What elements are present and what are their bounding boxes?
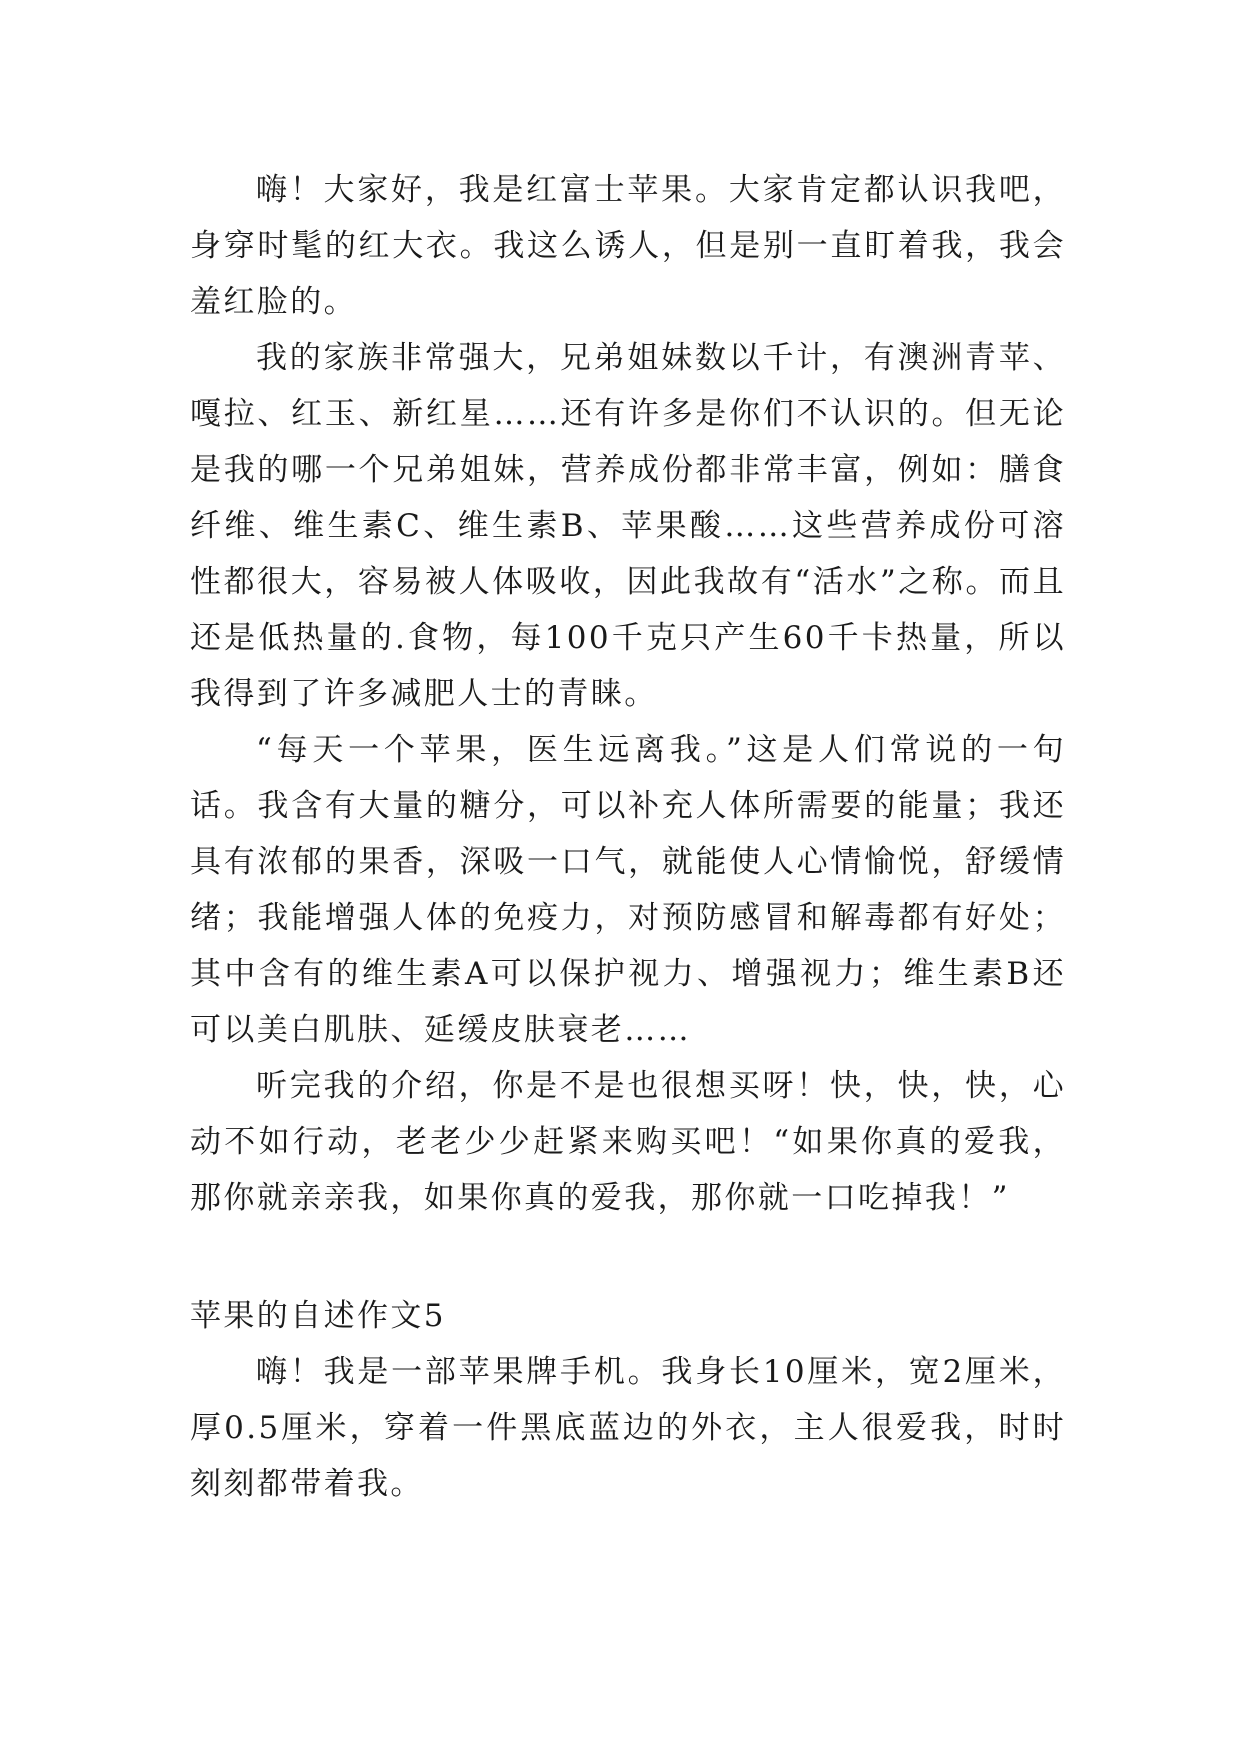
paragraph-conclusion: 听完我的介绍，你是不是也很想买呀！快，快，快，心动不如行动，老老少少赶紧来购买吧！“如果你真的爱我，那你就亲亲我，如果你真的爱我，那你就一口吃掉我！” [190,1068,1066,1216]
paragraph-family: 我的家族非常强大，兄弟姐妹数以千计，有澳洲青苹、嘎拉、红玉、新红星……还有许多是你们不认识的。但无论是我的哪一个兄弟姐妹，营养成份都非常丰富，例如：膳食纤维、维生素C、维生素B、苹果酸……这些营养成份可溶性都很大，容易被人体吸收，因此我故有“活水”之称。而且还是低热量的.食物，每100千克只产生60千卡热量，所以我得到了许多减肥人士的青睐。 [190,340,1066,712]
paragraph-benefits: “每天一个苹果，医生远离我。”这是人们常说的一句话。我含有大量的糖分，可以补充人体所需要的能量；我还具有浓郁的果香，深吸一口气，就能使人心情愉悦，舒缓情绪；我能增强人体的免疫力，对预防感冒和解毒都有好处；其中含有的维生素A可以保护视力、增强视力；维生素B还可以美白肌肤、延缓皮肤衰老…… [190,732,1066,1048]
paragraph-phone-intro: 嗨！我是一部苹果牌手机。我身长10厘米，宽2厘米，厚0.5厘米，穿着一件黑底蓝边的外衣，主人很爱我，时时刻刻都带着我。 [190,1354,1066,1502]
section-title: 苹果的自述作文5 [190,1298,446,1334]
paragraph-intro: 嗨！大家好，我是红富士苹果。大家肯定都认识我吧，身穿时髦的红大衣。我这么诱人，但是别一直盯着我，我会羞红脸的。 [190,172,1066,320]
document-body [190,162,1066,1512]
